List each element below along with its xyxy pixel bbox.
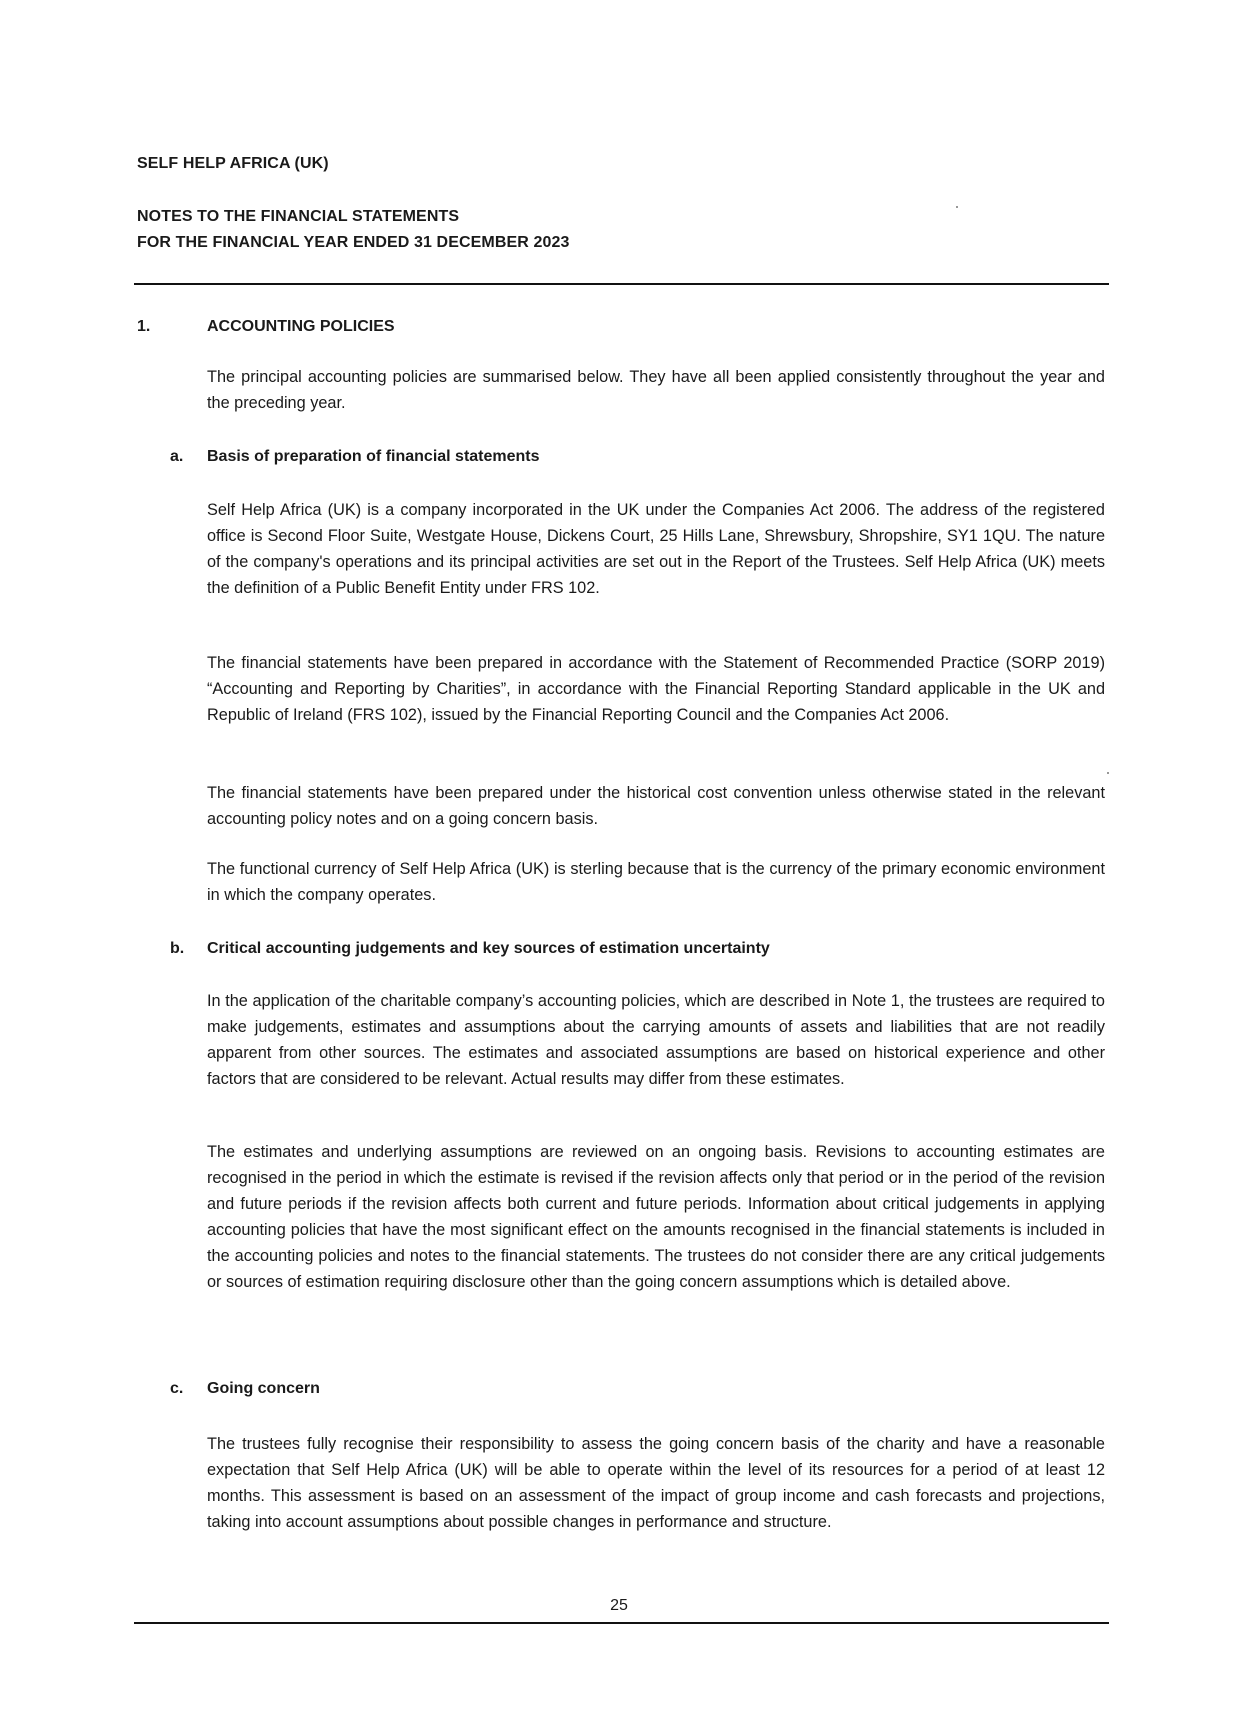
section-intro: The principal accounting policies are summarised below. They have all been applied consistently throughout the year and the preceding year. bbox=[207, 368, 1105, 412]
scan-speck bbox=[956, 206, 958, 208]
subsection-c-letter: c. bbox=[170, 1380, 184, 1397]
footer-rule bbox=[134, 1622, 1109, 1624]
header-rule bbox=[134, 283, 1109, 285]
subsection-b-title: Critical accounting judgements and key sources of estimation uncertainty bbox=[207, 940, 770, 957]
basis-paragraph-1: Self Help Africa (UK) is a company incorporated in the UK under the Companies Act 2006. The address of the registered office is Second Floor Suite, Westgate House, Dickens Court, 25 Hills Lane, Shrewsbury, Shropshire, SY1 1QU. The nature of the company's operations and its principal activities are set out in the Report of the Trustees. Self Help Africa (UK) meets the definition of a Public Benefit Entity under FRS 102. bbox=[207, 501, 1105, 597]
basis-paragraph-4: The functional currency of Self Help Africa (UK) is sterling because that is the currency of the primary economic environment in which the company operates. bbox=[207, 860, 1105, 904]
company-name: SELF HELP AFRICA (UK) bbox=[137, 155, 329, 172]
subsection-c-title: Going concern bbox=[207, 1380, 320, 1397]
basis-paragraph-2: The financial statements have been prepared in accordance with the Statement of Recommended Practice (SORP 2019) “Accounting and Reporting by Charities”, in accordance with the Financial Reporting Standard applicable in the UK and Republic of Ireland (FRS 102), issued by the Financial Reporting Council and the Companies Act 2006. bbox=[207, 654, 1105, 724]
subsection-a-title: Basis of preparation of financial statements bbox=[207, 448, 540, 465]
going-concern-paragraph: The trustees fully recognise their responsibility to assess the going concern basis of the charity and have a reasonable expectation that Self Help Africa (UK) will be able to operate within the level of its resources for a period of at least 12 months. This assessment is based on an assessment of the impact of group income and cash forecasts and projections, taking into account assumptions about possible changes in performance and structure. bbox=[207, 1435, 1105, 1531]
section-number: 1. bbox=[137, 318, 151, 335]
page-number: 25 bbox=[610, 1597, 628, 1614]
scan-speck bbox=[1107, 772, 1109, 774]
judgements-paragraph-2: The estimates and underlying assumptions are reviewed on an ongoing basis. Revisions to accounting estimates are recognised in the period in which the estimate is revised if the revision affects only that period or in the period of the revision and future periods if the revision affects both current and future periods. Information about critical judgements in applying accounting policies that have the most significant effect on the amounts recognised in the financial statements is included in the accounting policies and notes to the financial statements. The trustees do not consider there are any critical judgements or sources of estimation requiring disclosure other than the going concern assumptions which is detailed above. bbox=[207, 1143, 1105, 1291]
notes-title: NOTES TO THE FINANCIAL STATEMENTS bbox=[137, 208, 460, 225]
section-title: ACCOUNTING POLICIES bbox=[207, 318, 395, 335]
judgements-paragraph-1: In the application of the charitable company’s accounting policies, which are described in Note 1, the trustees are required to make judgements, estimates and assumptions about the carrying amounts of assets and liabilities that are not readily apparent from other sources. The estimates and associated assumptions are based on historical experience and other factors that are considered to be relevant. Actual results may differ from these estimates. bbox=[207, 992, 1105, 1088]
basis-paragraph-3: The financial statements have been prepared under the historical cost convention unless otherwise stated in the relevant accounting policy notes and on a going concern basis. bbox=[207, 784, 1105, 828]
financial-year-title: FOR THE FINANCIAL YEAR ENDED 31 DECEMBER 2023 bbox=[137, 234, 570, 251]
subsection-a-letter: a. bbox=[170, 448, 184, 465]
subsection-b-letter: b. bbox=[170, 940, 185, 957]
